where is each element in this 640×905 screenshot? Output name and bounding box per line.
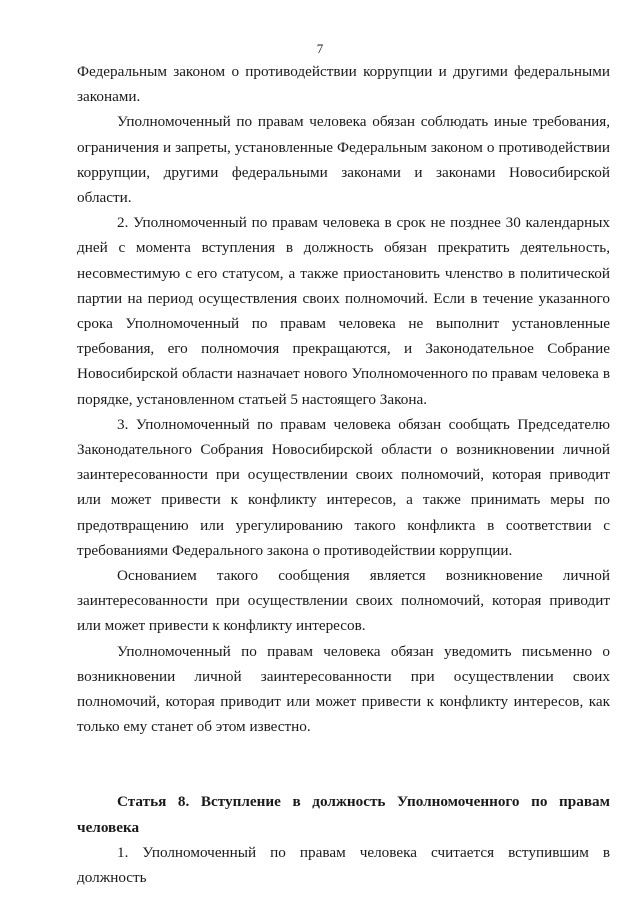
document-body <box>77 59 610 890</box>
paragraph-item-2: 2. Уполномоченный по правам человека в срок не позднее 30 календарных дней с момента вступления в должность обязан прекратить деятельность, несовместимую с его статусом, а также приостановить членство в политической партии на период осуществления своих полномочий. Если в течение указанного срока Уполномоченный по правам человека не выполнит установленные требования, его полномочия прекращаются, и Законодательное Собрание Новосибирской области назначает нового Уполномоченного по правам человека в порядке, установленном статьей 5 настоящего Закона. <box>77 214 610 408</box>
article-paragraph-1: 1. Уполномоченный по правам человека считается вступившим в должность <box>77 843 610 887</box>
paragraph-item-3: 3. Уполномоченный по правам человека обязан сообщать Председателю Законодательного Собрания Новосибирской области о возникновении личной заинтересованности при осуществлении своих полномочий, которая приводит или может привести к конфликту интересов, а также принимать меры по предотвращению или урегулированию такого конфликта в соответствии с требованиями Федерального закона о противодействии коррупции. <box>77 415 610 559</box>
page-number: 7 <box>316 41 324 56</box>
paragraph-notification: Уполномоченный по правам человека обязан уведомить письменно о возникновении личной заинтересованности при осуществлении своих полномочий, которая приводит или может привести к конфликту интересов, как только ему станет об этом известно. <box>77 642 610 736</box>
paragraph-requirements: Уполномоченный по правам человека обязан соблюдать иные требования, ограничения и запреты, установленные Федеральным законом о противодействии коррупции, другими федеральными законами и законами Новосибирской области. <box>77 113 610 207</box>
paragraph-basis: Основанием такого сообщения является возникновение личной заинтересованности при осуществлении своих полномочий, которая приводит или может привести к конфликту интересов. <box>77 567 610 635</box>
section-spacer <box>77 739 610 789</box>
article-heading: Статья 8. Вступление в должность Уполномоченного по правам человека <box>77 793 610 836</box>
paragraph-continuation: Федеральным законом о противодействии коррупции и другими федеральными законами. <box>77 63 610 106</box>
